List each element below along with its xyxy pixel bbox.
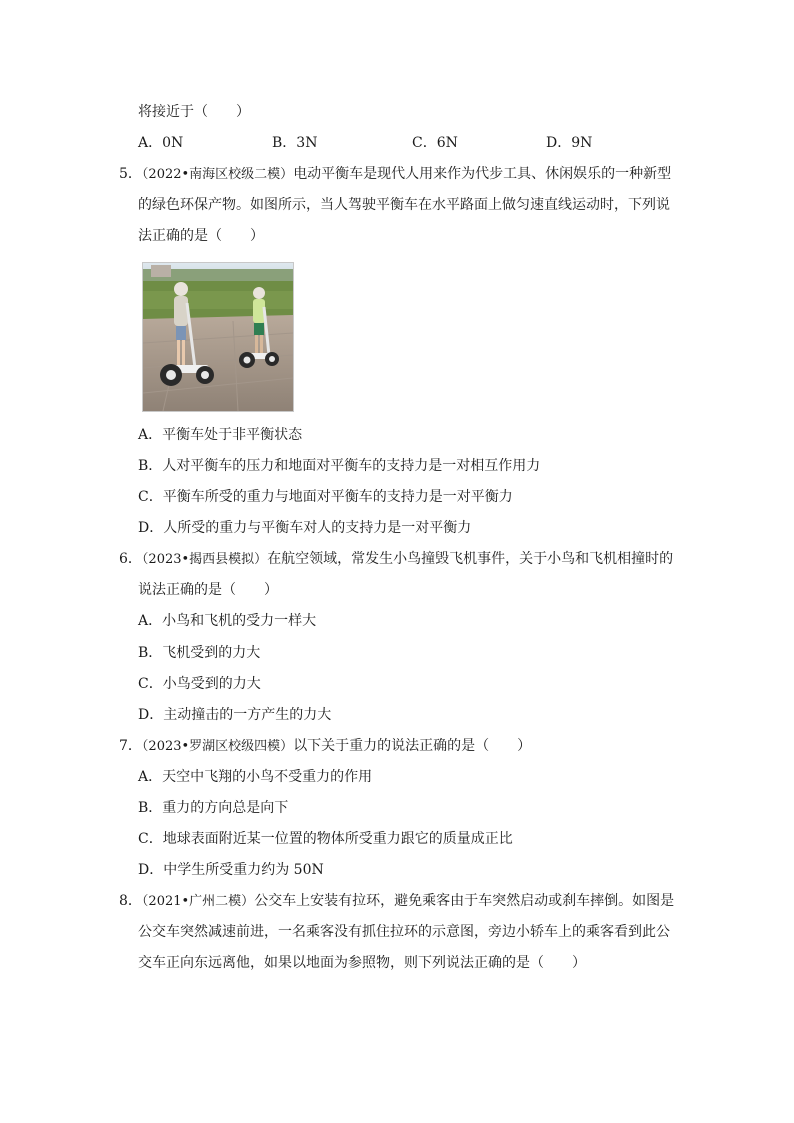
q8-number: 8． [119, 893, 142, 909]
q4-option-a[interactable]: A．0N [138, 135, 184, 151]
q6-option-a[interactable]: A．小鸟和飞机的受力一样大 [138, 613, 317, 629]
q6-option-d[interactable]: D．主动撞击的一方产生的力大 [138, 707, 332, 723]
q4-option-c[interactable]: C．6N [412, 135, 458, 151]
q7-option-c[interactable]: C．地球表面附近某一位置的物体所受重力跟它的质量成正比 [138, 831, 513, 847]
q4-stem-tail: 将接近于（ ） [138, 104, 250, 120]
q6-text-1: 在航空领域，常发生小鸟撞毁飞机事件，关于小鸟和飞机相撞时的 [267, 551, 674, 567]
q7-stem-line-1 [119, 736, 531, 757]
q7-option-b[interactable]: B．重力的方向总是向下 [138, 800, 289, 816]
q5-number: 5． [119, 166, 142, 182]
q7-text-1: 以下关于重力的说法正确的是（ ） [293, 738, 532, 754]
q4-option-b[interactable]: B．3N [272, 135, 318, 151]
q6-source: （2023•揭西县模拟） [141, 552, 268, 567]
q5-option-a[interactable]: A．平衡车处于非平衡状态 [138, 427, 303, 443]
q8-stem-line-3: 交车正向东远离他，如果以地面为参照物，则下列说法正确的是（ ） [138, 955, 586, 971]
q7-option-a[interactable]: A．天空中飞翔的小鸟不受重力的作用 [138, 769, 373, 785]
q6-stem-line-1 [119, 549, 673, 570]
q6-option-b[interactable]: B．飞机受到的力大 [138, 645, 261, 661]
q7-number: 7． [119, 738, 142, 754]
balance-scooter-illustration [143, 263, 293, 411]
q5-option-b[interactable]: B．人对平衡车的压力和地面对平衡车的支持力是一对相互作用力 [138, 458, 541, 474]
q5-option-c[interactable]: C．平衡车所受的重力与地面对平衡车的支持力是一对平衡力 [138, 489, 513, 505]
q5-option-d[interactable]: D．人所受的重力与平衡车对人的支持力是一对平衡力 [138, 520, 472, 536]
q6-stem-line-2: 说法正确的是（ ） [138, 582, 278, 598]
q5-stem-line-2: 的绿色环保产物。如图所示，当人驾驶平衡车在水平路面上做匀速直线运动时，下列说 [138, 197, 670, 213]
q8-stem-line-1 [119, 891, 674, 912]
q5-stem-line-1 [119, 164, 671, 185]
q7-option-d[interactable]: D．中学生所受重力约为 50N [138, 862, 324, 878]
q5-stem-line-3: 法正确的是（ ） [138, 228, 264, 244]
q6-number: 6． [119, 551, 142, 567]
q5-balance-scooter-photo [142, 262, 294, 412]
q6-option-c[interactable]: C．小鸟受到的力大 [138, 676, 261, 692]
q5-source: （2022•南海区校级二模） [141, 167, 294, 182]
q5-text-1: 电动平衡车是现代人用来作为代步工具、休闲娱乐的一种新型 [293, 166, 672, 182]
q8-source: （2021•广州二模） [141, 894, 255, 909]
q7-source: （2023•罗湖区校级四模） [141, 739, 294, 754]
q8-stem-line-2: 公交车突然减速前进，一名乘客没有抓住拉环的示意图，旁边小轿车上的乘客看到此公 [138, 924, 670, 940]
q4-option-d[interactable]: D．9N [546, 135, 593, 151]
q8-text-1: 公交车上安装有拉环，避免乘客由于车突然启动或刹车摔倒。如图是 [254, 893, 675, 909]
